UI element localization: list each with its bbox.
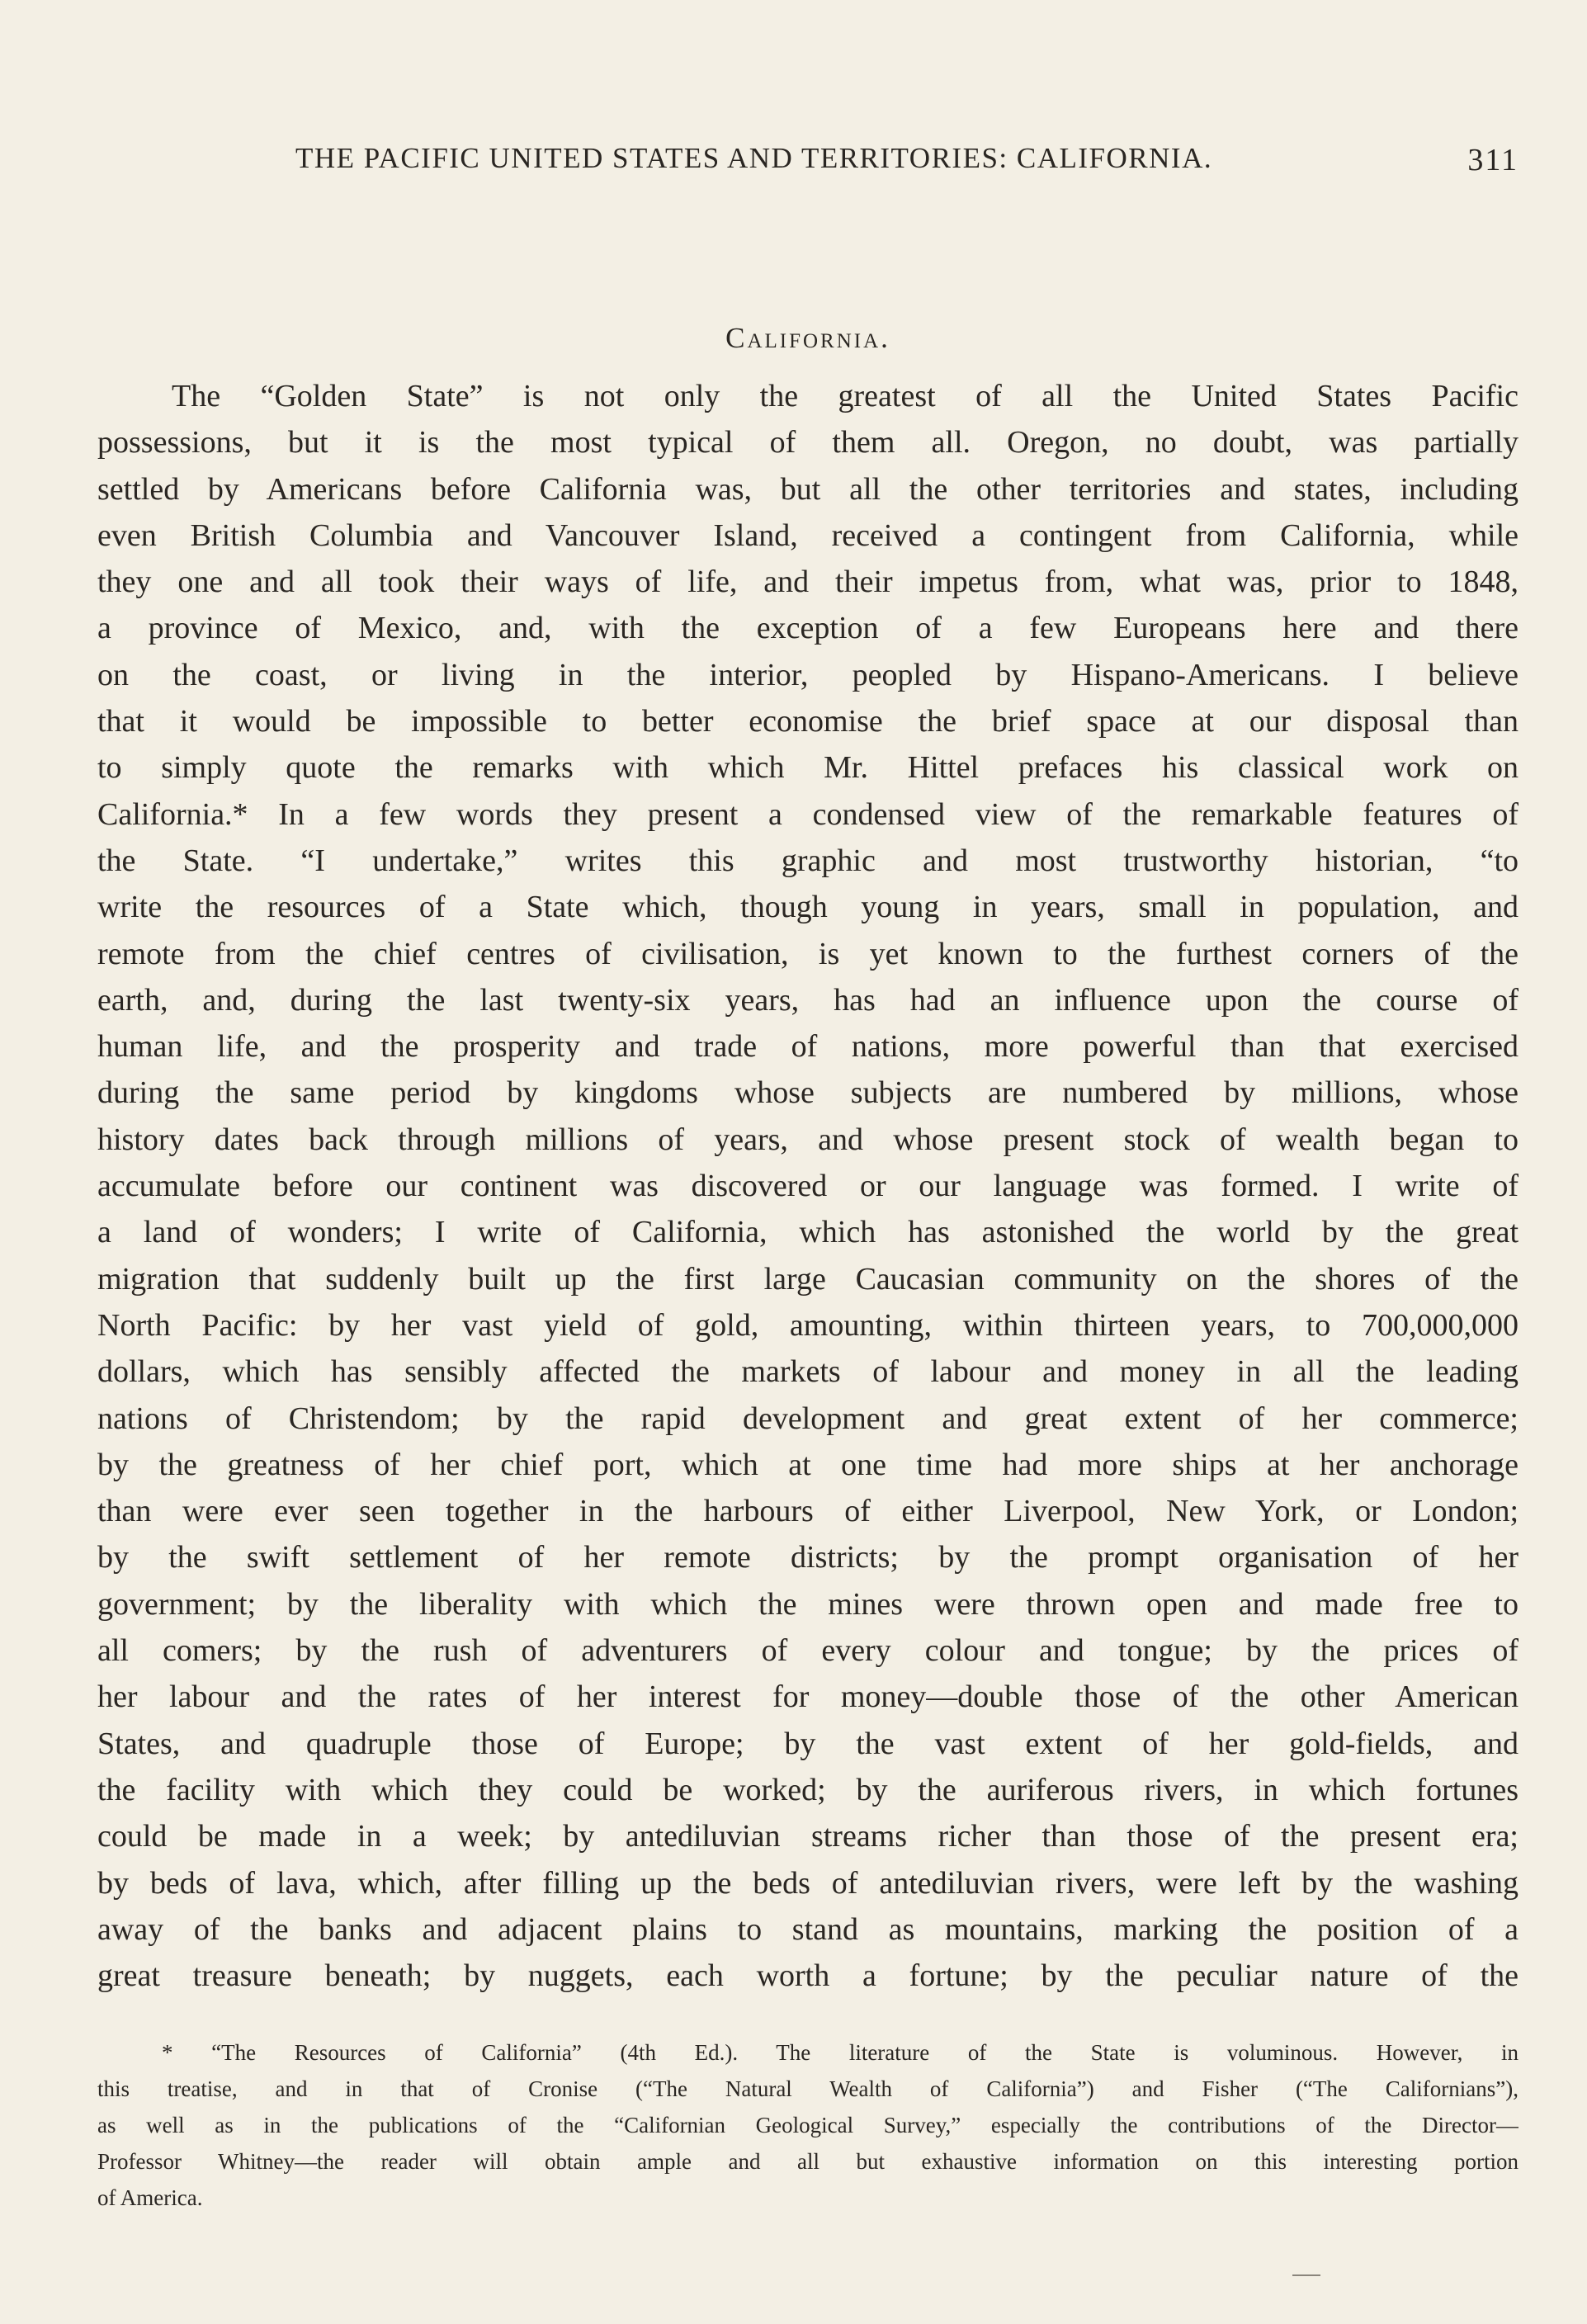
text-line: The “Golden State” is not only the greatest of all the United States Pacific: [172, 379, 1519, 413]
text-line: States, and quadruple those of Europe; by the vast extent of her gold-fields, and: [97, 1726, 1519, 1761]
footnote-line: as well as in the publications of the “Californian Geological Survey,” especially the contributions of the Director—: [97, 2113, 1519, 2137]
footnote-line: * “The Resources of California” (4th Ed.). The literature of the State is voluminous. However, in: [162, 2040, 1519, 2065]
text-line: than were ever seen together in the harbours of either Liverpool, New York, or London;: [97, 1494, 1519, 1529]
text-line: history dates back through millions of years, and whose present stock of wealth began to: [97, 1122, 1519, 1157]
text-line: even British Columbia and Vancouver Island, received a contingent from California, while: [97, 517, 1519, 553]
page-number: 311: [1467, 143, 1519, 177]
text-line: North Pacific: by her vast yield of gold, amounting, within thirteen years, to 700,000,000: [97, 1307, 1519, 1343]
footnote-line: Professor Whitney—the reader will obtain ample and all but exhaustive information on this interesting portion: [97, 2149, 1519, 2174]
text-line: nations of Christendom; by the rapid development and great extent of her commerce;: [97, 1401, 1519, 1436]
section-title: California.: [725, 322, 890, 354]
text-line: the facility with which they could be worked; by the auriferous rivers, in which fortunes: [97, 1772, 1519, 1807]
text-line: accumulate before our continent was discovered or our language was formed. I write of: [97, 1169, 1519, 1204]
text-line: earth, and, during the last twenty-six years, has had an influence upon the course of: [97, 982, 1519, 1018]
text-line: by the greatness of her chief port, which at one time had more ships at her anchorage: [97, 1447, 1519, 1482]
text-line: all comers; by the rush of adventurers of every colour and tongue; by the prices of: [97, 1633, 1519, 1669]
text-line: a land of wonders; I write of California, which has astonished the world by the great: [97, 1215, 1519, 1250]
text-line: human life, and the prosperity and trade of nations, more powerful than that exercised: [97, 1029, 1519, 1065]
text-line: migration that suddenly built up the first large Caucasian community on the shores of the: [97, 1261, 1519, 1297]
text-line: on the coast, or living in the interior, peopled by Hispano-Americans. I believe: [97, 657, 1519, 692]
text-line: dollars, which has sensibly affected the markets of labour and money in all the leading: [97, 1354, 1519, 1390]
text-line: away of the banks and adjacent plains to stand as mountains, marking the position of a: [97, 1911, 1519, 1947]
text-line: could be made in a week; by antediluvian streams richer than those of the present era;: [97, 1819, 1519, 1854]
text-line: a province of Mexico, and, with the exception of a few Europeans here and there: [97, 611, 1519, 646]
text-line: settled by Americans before California was, but all the other territories and states, including: [97, 471, 1519, 507]
footnote-line: of America.: [97, 2185, 203, 2210]
printer-mark: [1292, 2274, 1320, 2276]
text-line: possessions, but it is the most typical of them all. Oregon, no doubt, was partially: [97, 425, 1519, 461]
text-line: they one and all took their ways of life, and their impetus from, what was, prior to 1848,: [97, 564, 1519, 600]
text-line: remote from the chief centres of civilisation, is yet known to the furthest corners of the: [97, 936, 1519, 971]
text-line: to simply quote the remarks with which Mr. Hittel prefaces his classical work on: [97, 750, 1519, 786]
text-line: that it would be impossible to better economise the brief space at our disposal than: [97, 704, 1519, 739]
text-line: great treasure beneath; by nuggets, each worth a fortune; by the peculiar nature of the: [97, 1958, 1519, 1994]
text-line: during the same period by kingdoms whose subjects are numbered by millions, whose: [97, 1075, 1519, 1111]
text-line: write the resources of a State which, though young in years, small in population, and: [97, 890, 1519, 925]
text-line: her labour and the rates of her interest for money—double those of the other American: [97, 1679, 1519, 1715]
body-paragraph: [97, 373, 1519, 1999]
running-head: [97, 142, 1519, 183]
text-line: the State. “I undertake,” writes this graphic and most trustworthy historian, “to: [97, 843, 1519, 878]
text-line: government; by the liberality with which the mines were thrown open and made free to: [97, 1586, 1519, 1622]
text-line: California.* In a few words they present a condensed view of the remarkable features of: [97, 796, 1519, 832]
footnote-line: this treatise, and in that of Cronise (“The Natural Wealth of California”) and Fisher (“The Californians”),: [97, 2076, 1519, 2101]
text-line: by beds of lava, which, after filling up the beds of antediluvian rivers, were left by the washing: [97, 1865, 1519, 1901]
book-page: [97, 0, 1519, 2324]
running-title: THE PACIFIC UNITED STATES AND TERRITORIES: CALIFORNIA.: [295, 142, 1213, 174]
text-line: by the swift settlement of her remote districts; by the prompt organisation of her: [97, 1540, 1519, 1575]
footnote: [97, 2034, 1519, 2216]
